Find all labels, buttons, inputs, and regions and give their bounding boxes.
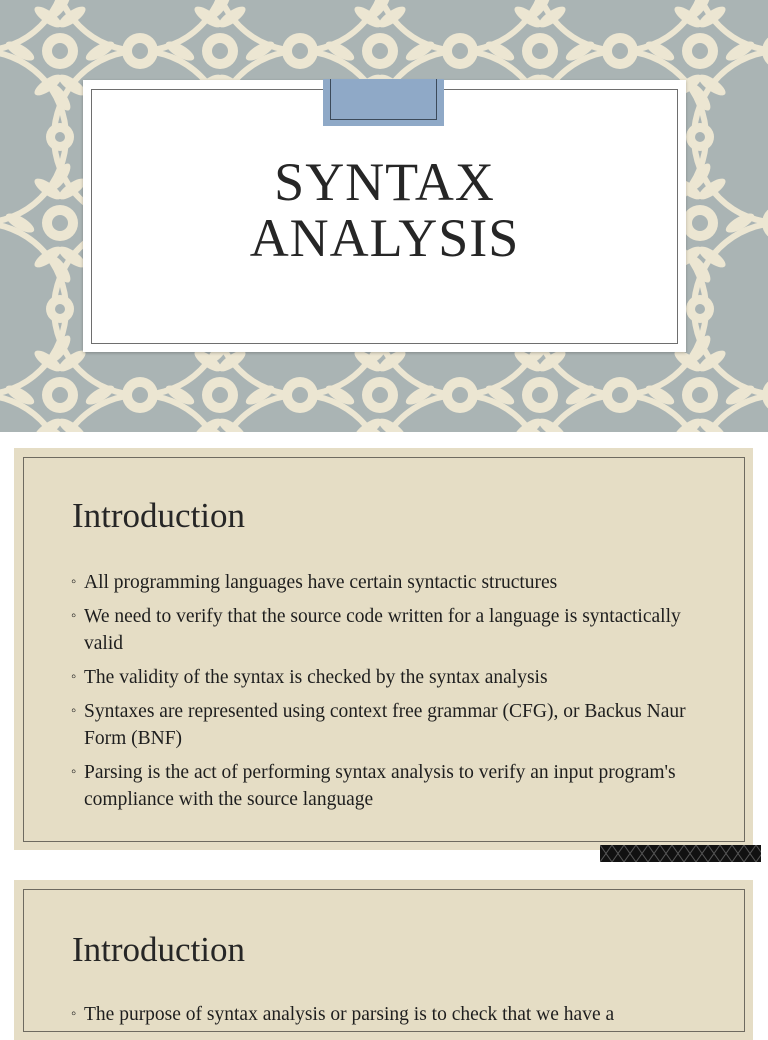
- bullet-list: [71, 1001, 693, 1035]
- slide-title: [83, 154, 686, 266]
- title-card: [83, 80, 686, 352]
- hatched-strip: [600, 845, 761, 862]
- content-slide-1: [14, 448, 753, 850]
- title-tab-border: [330, 79, 437, 120]
- bullet-item: [71, 664, 693, 691]
- bullet-icon: ◦: [71, 669, 77, 685]
- slide-title-line-1: SYNTAX: [274, 152, 495, 212]
- bullet-icon: ◦: [71, 703, 77, 719]
- content-slide-2: [14, 880, 753, 1040]
- bullet-item: [71, 603, 693, 657]
- bullet-list: [71, 569, 693, 820]
- bullet-item: [71, 569, 693, 596]
- slide-heading: Introduction: [72, 496, 246, 535]
- title-slide: [0, 0, 768, 432]
- bullet-icon: ◦: [71, 1006, 77, 1022]
- title-tab-accent: [323, 79, 444, 126]
- bullet-text: We need to verify that the source code written for a language is syntactically valid: [84, 606, 681, 654]
- bullet-icon: ◦: [71, 764, 77, 780]
- slide-heading: Introduction: [72, 930, 246, 969]
- bullet-text: Syntaxes are represented using context free grammar (CFG), or Backus Naur Form (BNF): [84, 701, 686, 749]
- bullet-text: All programming languages have certain syntactic structures: [84, 572, 558, 593]
- bullet-item: [71, 759, 693, 813]
- bullet-text: The purpose of syntax analysis or parsing is to check that we have a: [84, 1004, 615, 1025]
- slide-title-line-2: ANALYSIS: [249, 208, 520, 268]
- hatch-pattern: [600, 845, 761, 862]
- bullet-icon: ◦: [71, 574, 77, 590]
- bullet-icon: ◦: [71, 608, 77, 624]
- bullet-text: Parsing is the act of performing syntax analysis to verify an input program's compliance with the source language: [84, 762, 676, 810]
- bullet-text: The validity of the syntax is checked by the syntax analysis: [84, 667, 548, 688]
- bullet-item: [71, 698, 693, 752]
